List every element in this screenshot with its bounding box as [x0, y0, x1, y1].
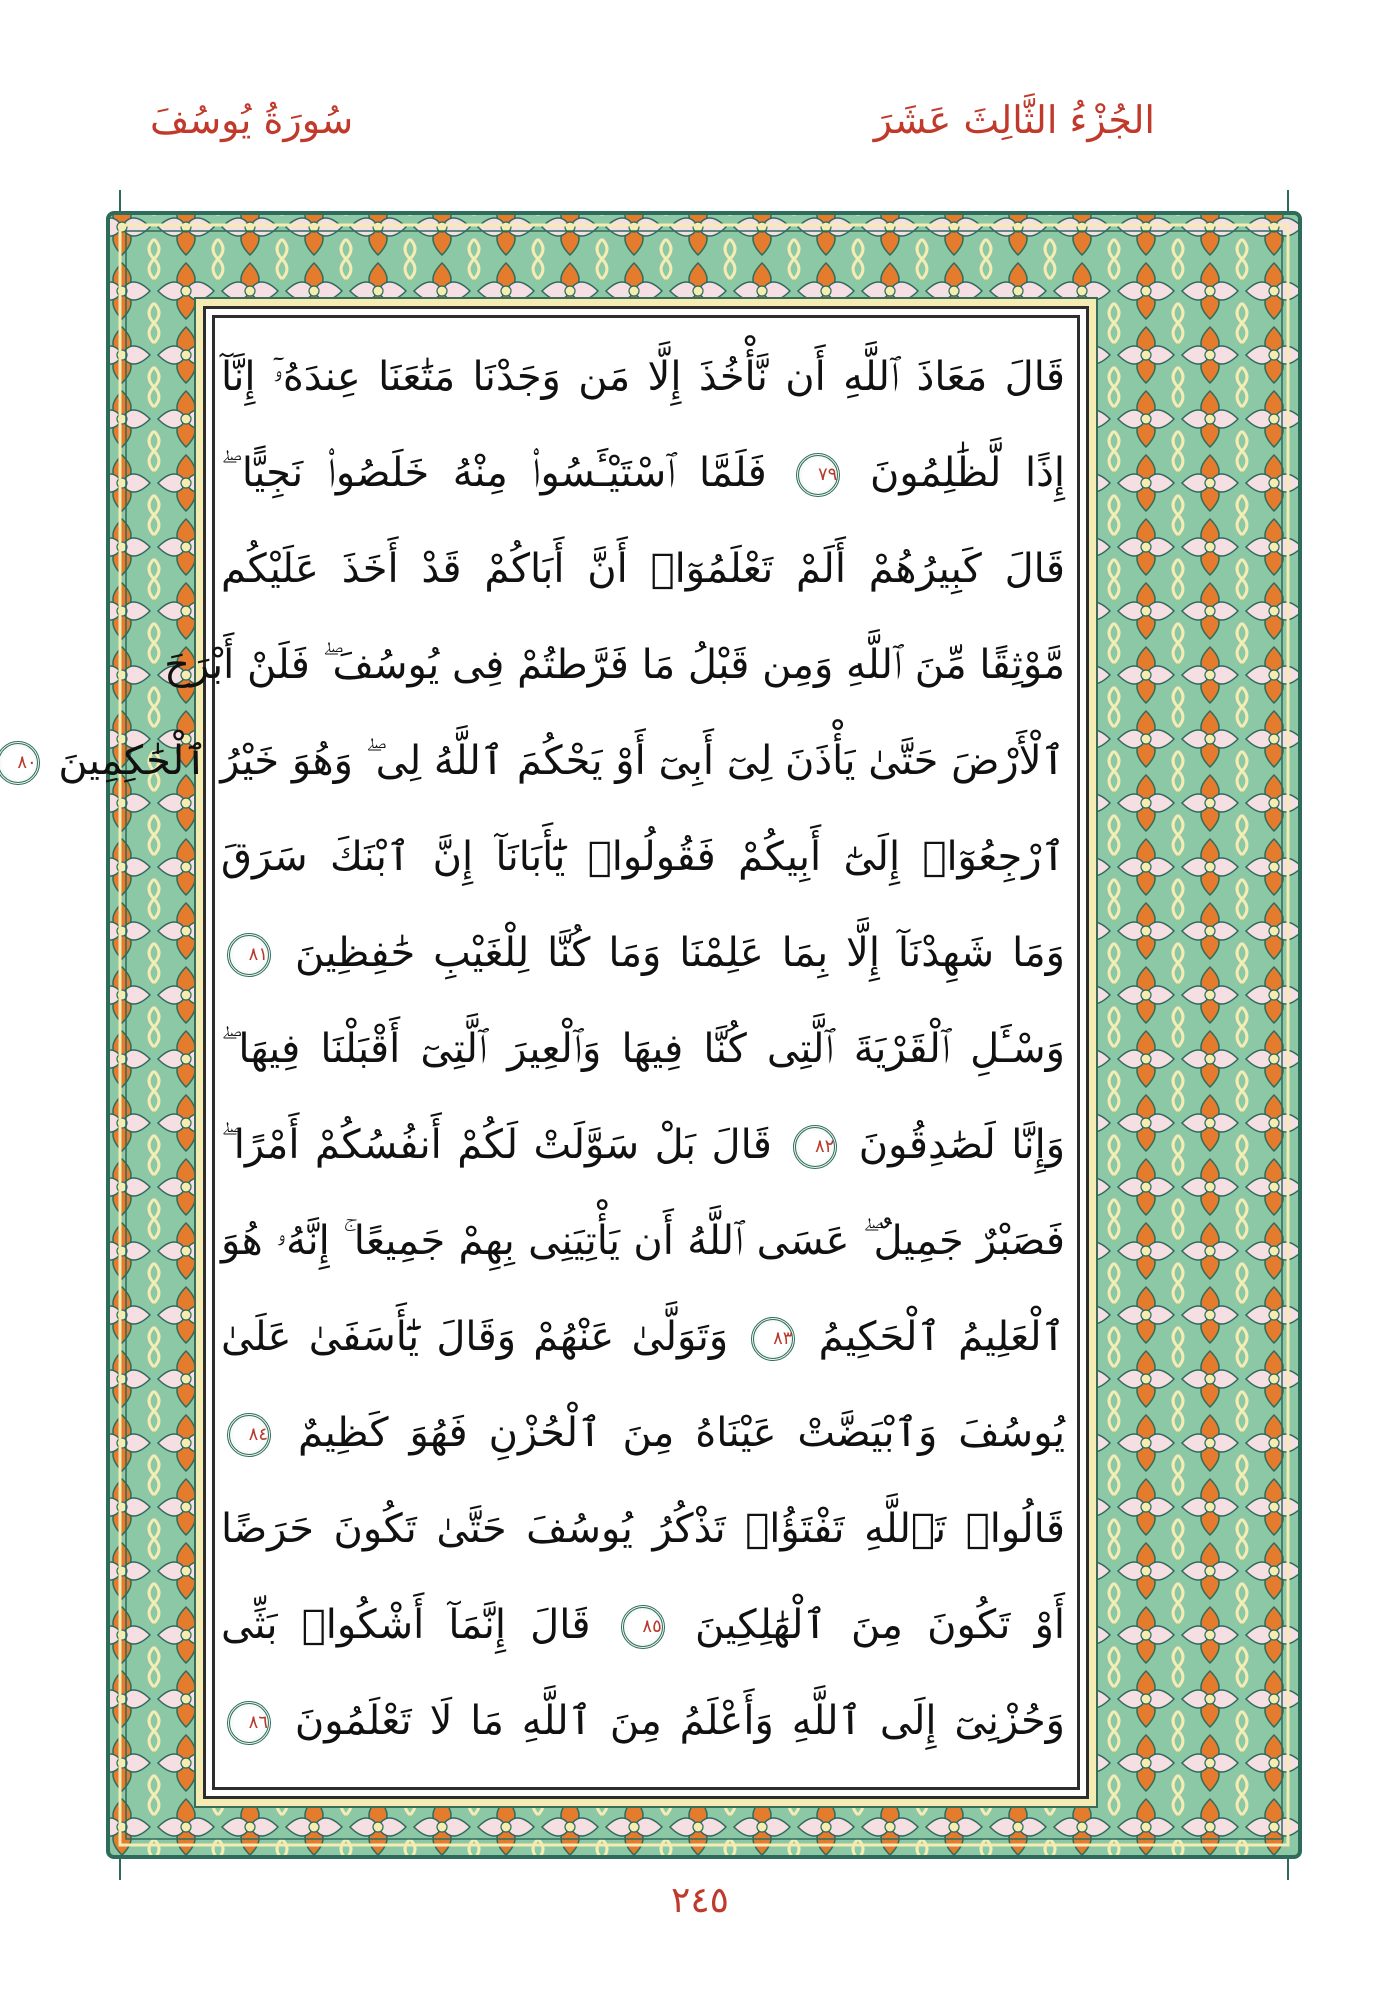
verse-text: ٱلْأَرْضَ حَتَّىٰ يَأْذَنَ لِىٓ أَبِىٓ أَوْ يَحْكُمَ ٱللَّهُ لِى ۖ وَهُوَ خَيْرُ ٱلْحَٰكِمِينَ: [58, 738, 1065, 784]
verse-text: قَالَ إِنَّمَآ أَشْكُوا۟ بَثِّى: [221, 1602, 591, 1648]
verse-line: [221, 1678, 1065, 1764]
verse-line: [221, 1198, 1065, 1284]
ayah-number-marker: ٨٦: [227, 1701, 271, 1745]
verse-text: مَّوْثِقًا مِّنَ ٱللَّهِ وَمِن قَبْلُ مَا فَرَّطتُمْ فِى يُوسُفَ ۖ فَلَنْ أَبْرَحَ: [164, 642, 1065, 688]
verse-text: وَسْـَٔلِ ٱلْقَرْيَةَ ٱلَّتِى كُنَّا فِيهَا وَٱلْعِيرَ ٱلَّتِىٓ أَقْبَلْنَا فِيهَا ۖ: [221, 1026, 1065, 1072]
verse-text: وَمَا شَهِدْنَآ إِلَّا بِمَا عَلِمْنَا وَمَا كُنَّا لِلْغَيْبِ حَٰفِظِينَ: [294, 930, 1065, 976]
ayah-number-marker: ٨٥: [621, 1605, 665, 1649]
verse-text: يُوسُفَ وَٱبْيَضَّتْ عَيْنَاهُ مِنَ ٱلْحُزْنِ فَهُوَ كَظِيمٌ: [297, 1410, 1065, 1456]
ayah-number-marker: ٨٣: [751, 1317, 795, 1361]
ayah-number-marker: ٨٢: [793, 1125, 837, 1169]
verse-line: [221, 1486, 1065, 1572]
verse-line: [17, 718, 1065, 804]
ayah-number-marker: ٨١: [227, 933, 271, 977]
surah-title: سُورَةُ يُوسُفَ: [150, 98, 354, 142]
juz-title: الجُزْءُ الثَّالِثَ عَشَرَ: [873, 98, 1155, 142]
page-number: ٢٤٥: [670, 1880, 729, 1921]
verse-line: [221, 814, 1065, 900]
verse-text: قَالَ بَلْ سَوَّلَتْ لَكُمْ أَنفُسُكُمْ أَمْرًا ۖ: [221, 1122, 772, 1168]
verse-line: [164, 622, 1065, 708]
verse-text: قَالَ كَبِيرُهُمْ أَلَمْ تَعْلَمُوٓا۟ أَنَّ أَبَاكُمْ قَدْ أَخَذَ عَلَيْكُم: [221, 546, 1065, 592]
verse-text: وَتَوَلَّىٰ عَنْهُمْ وَقَالَ يَٰٓأَسَفَىٰ عَلَىٰ: [221, 1314, 729, 1360]
verse-text: وَإِنَّا لَصَٰدِقُونَ: [858, 1122, 1066, 1168]
quran-text-panel: [17, 315, 1080, 1790]
verse-line: [221, 1294, 1065, 1380]
ayah-number-marker: ٨٠: [0, 741, 40, 785]
verse-line: [221, 430, 1065, 516]
verse-text: إِذًا لَّظَٰلِمُونَ: [869, 450, 1066, 496]
verse-line: [221, 1390, 1065, 1476]
verse-text: فَصَبْرٌ جَمِيلٌ ۖ عَسَى ٱللَّهُ أَن يَأْتِيَنِى بِهِمْ جَمِيعًا ۚ إِنَّهُۥ هُوَ: [221, 1218, 1065, 1264]
ayah-number-marker: ٧٩: [796, 453, 840, 497]
verse-text: قَالُوا۟ تَٱللَّهِ تَفْتَؤُا۟ تَذْكُرُ يُوسُفَ حَتَّىٰ تَكُونَ حَرَضًا: [221, 1506, 1065, 1552]
verse-line: [221, 526, 1065, 612]
verse-line: [221, 910, 1065, 996]
verse-text: قَالَ مَعَاذَ ٱللَّهِ أَن نَّأْخُذَ إِلَّا مَن وَجَدْنَا مَتَٰعَنَا عِندَهُۥٓ إِنَّآ: [221, 354, 1065, 400]
verse-text: ٱرْجِعُوٓا۟ إِلَىٰٓ أَبِيكُمْ فَقُولُوا۟ يَٰٓأَبَانَآ إِنَّ ٱبْنَكَ سَرَقَ: [221, 834, 1065, 880]
verse-line: [221, 1582, 1065, 1668]
verse-text: وَحُزْنِىٓ إِلَى ٱللَّهِ وَأَعْلَمُ مِنَ ٱللَّهِ مَا لَا تَعْلَمُونَ: [294, 1698, 1065, 1744]
verse-text: ٱلْعَلِيمُ ٱلْحَكِيمُ: [818, 1314, 1065, 1360]
ayah-number-marker: ٨٤: [227, 1413, 271, 1457]
verse-line: [221, 1102, 1065, 1188]
verse-text: فَلَمَّا ٱسْتَيْـَٔسُوا۟ مِنْهُ خَلَصُوا۟ نَجِيًّا ۖ: [221, 450, 767, 496]
verse-line: [221, 334, 1065, 420]
verse-line: [221, 1006, 1065, 1092]
verse-text: أَوْ تَكُونَ مِنَ ٱلْهَٰلِكِينَ: [694, 1602, 1066, 1648]
